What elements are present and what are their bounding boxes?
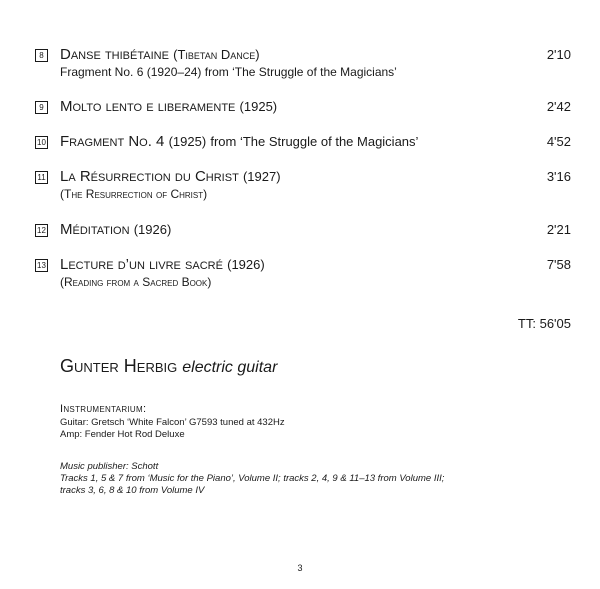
track-title-line: [60, 133, 418, 151]
track-number: 10: [35, 136, 48, 149]
track-title-note: (1926): [227, 257, 265, 272]
page-number: 3: [297, 563, 303, 573]
track-title-extra: from ‘The Struggle of the Magicians’: [210, 134, 419, 149]
track-title-note: (1926): [133, 222, 172, 237]
track-title-note: (Tibetan Dance): [173, 47, 260, 62]
track-duration: 2'10: [546, 47, 571, 62]
track-number: 11: [35, 171, 48, 184]
track-number: 13: [35, 259, 48, 272]
track-duration: 2'21: [546, 222, 571, 237]
track-number: 9: [35, 101, 48, 114]
total-time: TT: 56'05: [517, 316, 571, 331]
track-duration: 7'58: [546, 257, 571, 272]
instrumentarium-guitar: Guitar: Gretsch ‘White Falcon’ G7593 tuned at 432Hz: [60, 417, 285, 428]
track-title: Molto lento e liberamente: [60, 98, 236, 115]
track-title: Méditation: [60, 221, 130, 238]
instrumentarium-amp: Amp: Fender Hot Rod Deluxe: [60, 429, 185, 440]
track-title: La Résurrection du Christ: [60, 168, 239, 185]
track-duration: 4'52: [546, 134, 571, 149]
track-title-line: [60, 168, 281, 186]
performer-credit: [60, 355, 277, 379]
tracks-source-line-2: tracks 3, 6, 8 & 10 from Volume IV: [60, 485, 205, 496]
track-duration: 2'42: [546, 99, 571, 114]
track-title-line: [60, 46, 260, 64]
performer-role: electric guitar: [182, 359, 278, 376]
track-subtitle: Fragment No. 6 (1920–24) from ‘The Struggle of the Magicians’: [60, 65, 397, 79]
track-title: Danse thibétaine: [60, 46, 169, 63]
publisher-line: Music publisher: Schott: [60, 461, 159, 472]
track-title: Fragment No. 4: [60, 133, 165, 150]
track-number: 8: [35, 49, 48, 62]
track-number: 12: [35, 224, 48, 237]
instrumentarium-heading: Instrumentarium:: [60, 403, 147, 415]
track-duration: 3'16: [546, 169, 571, 184]
track-title: Lecture d’un livre sacré: [60, 256, 223, 273]
track-title-note: (1927): [242, 169, 281, 184]
publisher-notes: [60, 461, 444, 497]
track-subtitle: (The Resurrection of Christ): [60, 187, 208, 201]
performer-name: Gunter Herbig: [60, 356, 178, 376]
track-title-line: [60, 256, 265, 274]
track-title-note: (1925): [168, 134, 207, 149]
track-subtitle: (Reading from a Sacred Book): [60, 275, 212, 289]
track-title-line: [60, 221, 171, 239]
track-title-note: (1925): [239, 99, 278, 114]
tracks-source-line-1: Tracks 1, 5 & 7 from ‘Music for the Piano’, Volume II; tracks 2, 4, 9 & 11–13 from Volume III;: [60, 473, 445, 484]
track-title-line: [60, 98, 277, 116]
